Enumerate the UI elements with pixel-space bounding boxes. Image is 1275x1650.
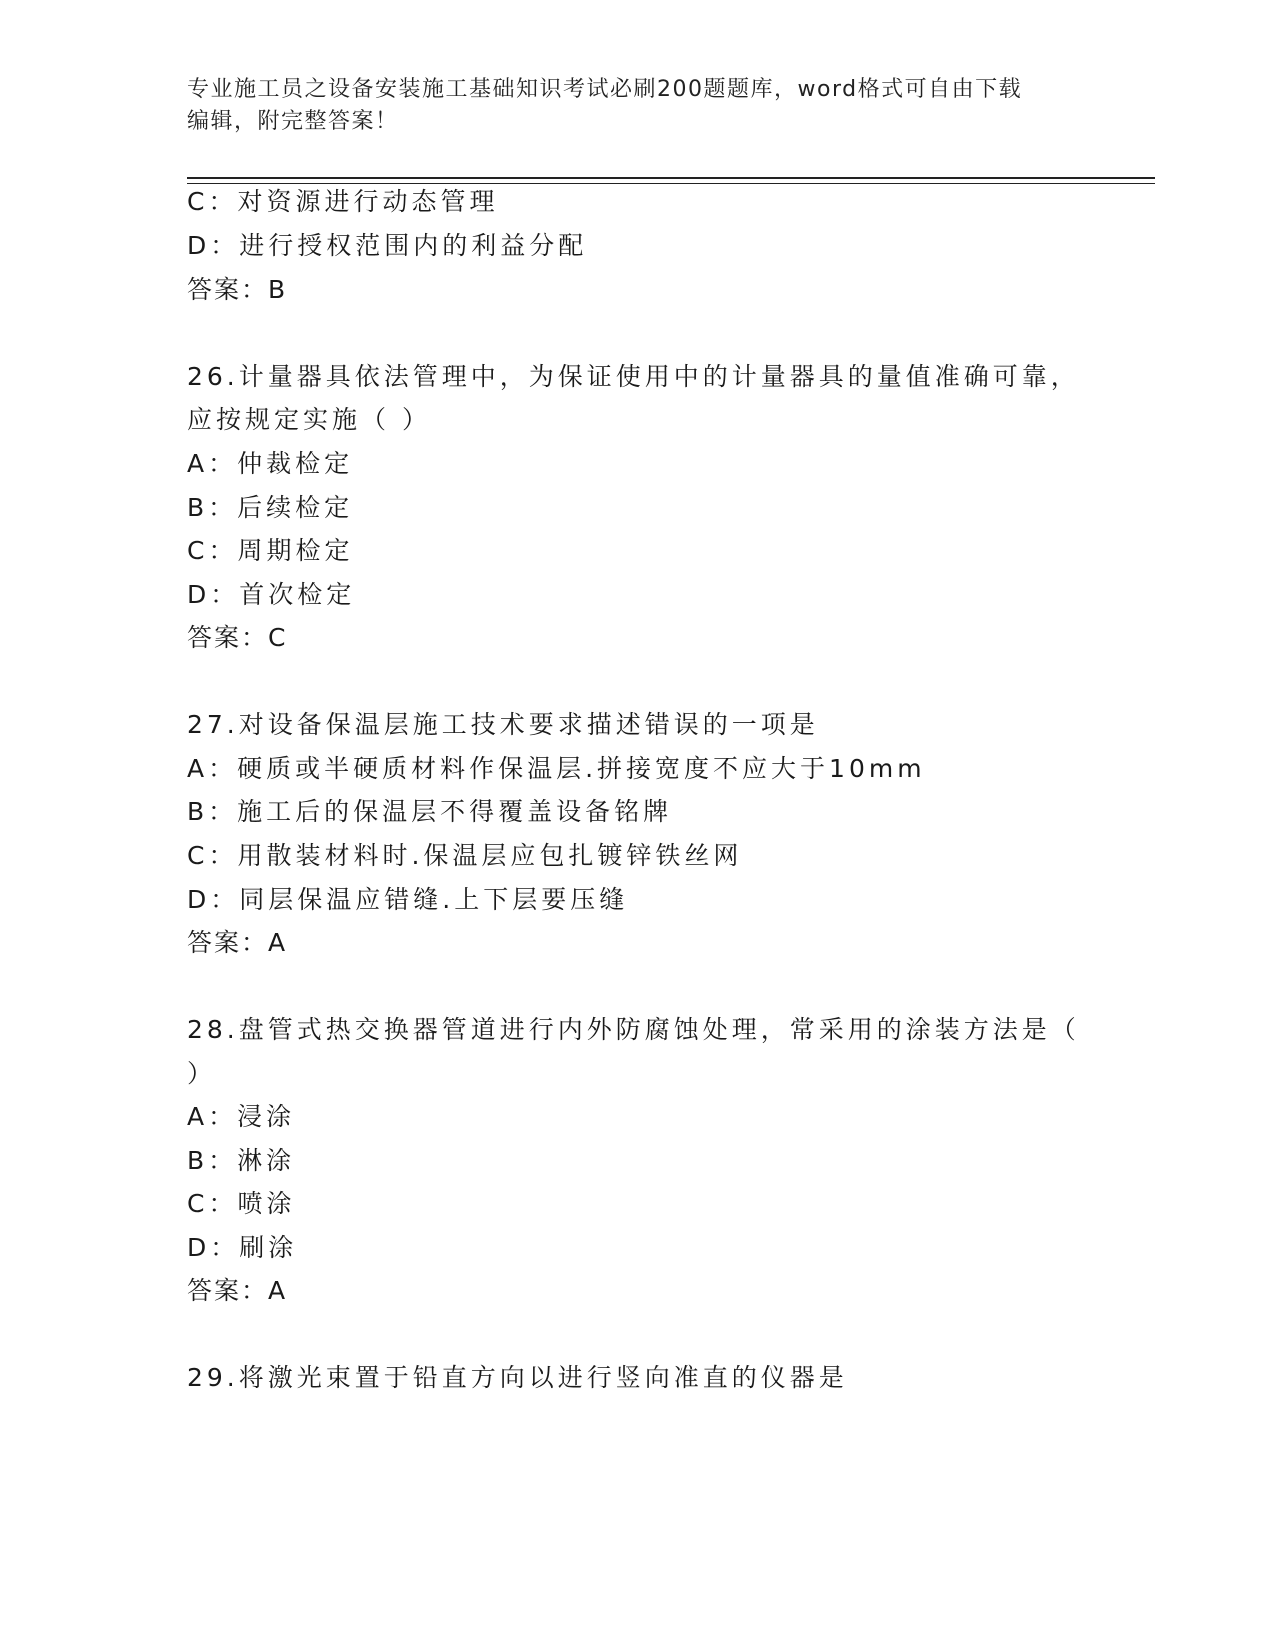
q28-option-a: A：浸涂	[187, 1102, 296, 1131]
q27-option-c: C：用散装材料时.保温层应包扎镀锌铁丝网	[187, 841, 743, 870]
q26-option-c: C：周期检定	[187, 536, 354, 565]
q27-answer: 答案：A	[187, 928, 288, 957]
q25-option-c: C：对资源进行动态管理	[187, 187, 499, 216]
q28-option-c: C：喷涂	[187, 1189, 296, 1218]
q28-stem-line-1: 28.盘管式热交换器管道进行内外防腐蚀处理，常采用的涂装方法是（	[187, 1015, 1080, 1044]
q26-stem-line-1: 26.计量器具依法管理中，为保证使用中的计量器具的量值准确可靠，	[187, 362, 1080, 391]
q28-stem-line-2: ）	[187, 1059, 217, 1088]
q27-option-b: B：施工后的保温层不得覆盖设备铭牌	[187, 797, 673, 826]
document-header	[187, 74, 1067, 138]
q25-option-d: D：进行授权范围内的利益分配	[187, 231, 588, 260]
q26-option-d: D：首次检定	[187, 580, 356, 609]
q27-stem: 27.对设备保温层施工技术要求描述错误的一项是	[187, 710, 819, 739]
q29-stem: 29.将激光束置于铅直方向以进行竖向准直的仪器是	[187, 1363, 848, 1392]
q26-option-a: A：仲裁检定	[187, 449, 354, 478]
header-title-line-1: 专业施工员之设备安装施工基础知识考试必刷200题题库，word格式可自由下载	[187, 77, 1023, 102]
q28-option-d: D：刷涂	[187, 1233, 298, 1262]
header-title-line-2: 编辑，附完整答案！	[187, 109, 399, 134]
q25-answer: 答案：B	[187, 275, 288, 304]
q27-option-d: D：同层保温应错缝.上下层要压缝	[187, 885, 629, 914]
q26-answer: 答案：C	[187, 623, 288, 652]
header-divider-thick	[187, 177, 1155, 179]
q28-answer: 答案：A	[187, 1276, 288, 1305]
q27-option-a: A：硬质或半硬质材料作保温层.拼接宽度不应大于10mm	[187, 754, 926, 783]
q26-stem-line-2: 应按规定实施（ ）	[187, 405, 431, 434]
q26-option-b: B：后续检定	[187, 493, 354, 522]
q28-option-b: B：淋涂	[187, 1146, 296, 1175]
header-divider-thin	[187, 183, 1155, 184]
